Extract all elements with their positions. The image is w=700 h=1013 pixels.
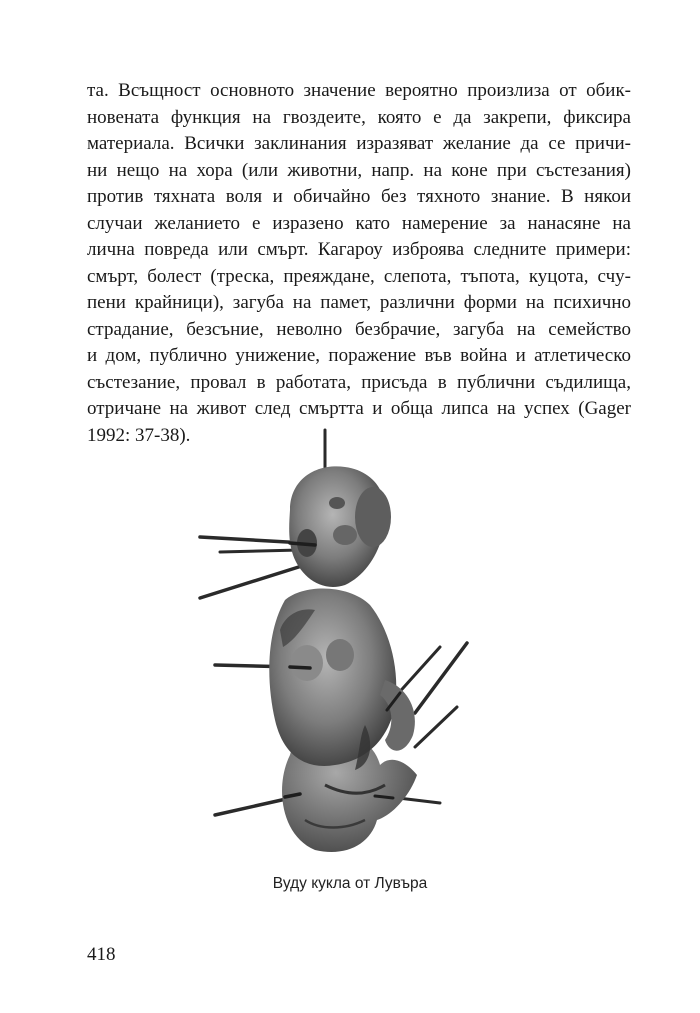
text-line: и дом, публично унижение, поражение във война и атлетическо <box>87 345 631 366</box>
voodoo-doll-photo <box>195 425 485 865</box>
text-line: смърт, болест (треска, преяждане, слепота, тъпота, куцота, счу- <box>87 265 631 287</box>
text-line: та. Всъщност основното значение вероятно произлиза от обик- <box>87 80 631 101</box>
body-paragraph <box>87 78 631 449</box>
text-line: ни нещо на хора (или животни, напр. на коне при състезания) <box>87 159 631 181</box>
text-line: случаи желанието е изразено като намерение за нанасяне на <box>87 212 631 234</box>
text-line: отричане на живот след смъртта и обща липса на успех (Gager <box>87 398 631 419</box>
figure-caption: Вуду кукла от Лувъра <box>272 875 428 892</box>
text-line: състезание, провал в работата, присъда в публични съдилища, <box>87 371 631 393</box>
text-line: новената функция на гвоздеите, която е да закрепи, фиксира <box>87 106 631 128</box>
text-line: 1992: 37-38). <box>87 424 191 446</box>
page-number: 418 <box>87 944 116 965</box>
text-line: пени крайници), загуба на памет, различни форми на психично <box>87 292 631 313</box>
text-line: страдание, безсъние, неволно безбрачие, загуба на семейство <box>87 318 631 340</box>
text-line: лична повреда или смърт. Кагароу изброява следните примери: <box>87 239 631 260</box>
text-line: против тяхната воля и обичайно без тяхното знание. В някои <box>87 186 631 207</box>
text-line: материала. Всички заклинания изразяват желание да се причи- <box>87 133 631 154</box>
